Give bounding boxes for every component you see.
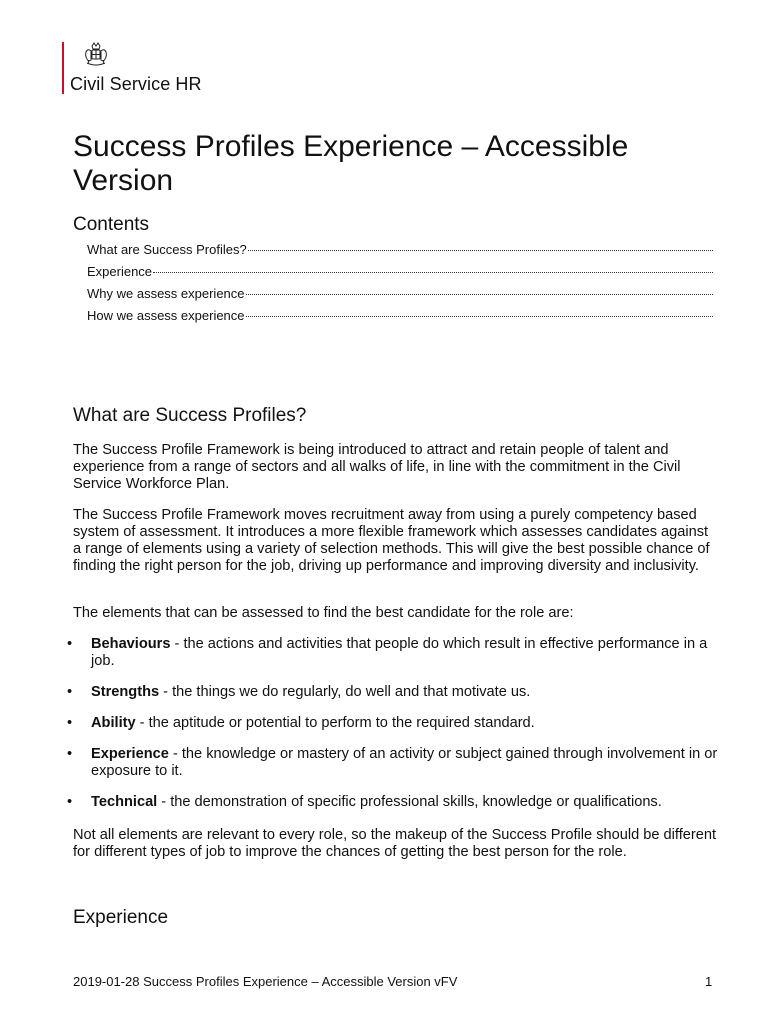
toc-item-what-are-success-profiles[interactable]: [87, 242, 713, 264]
list-item-text: - the actions and activities that people do which result in effective performance in a job.: [91, 636, 708, 669]
list-item-term: Ability: [91, 715, 136, 731]
list-item-term: Experience: [91, 746, 169, 762]
list-item-term: Behaviours: [91, 636, 171, 652]
toc-item-why-we-assess-experience[interactable]: [87, 286, 713, 308]
contents-heading: Contents: [73, 214, 150, 235]
logo-org-name: Civil Service HR: [70, 74, 202, 94]
footer-page-number: 1: [705, 974, 713, 989]
list-item-text: - the demonstration of specific professional skills, knowledge or qualifications.: [157, 794, 662, 810]
toc-leader-dots: [153, 272, 713, 273]
toc-leader-dots: [246, 316, 713, 317]
toc-item-label: What are Success Profiles?: [87, 242, 247, 257]
toc-item-experience[interactable]: [87, 264, 713, 286]
paragraph-framework: The Success Profile Framework moves recruitment away from using a purely competency based system of assessment. It introduces a more flexible framework which assesses candidates against a range of elements using a variety of selection methods. This will give the best possible chance of finding the right person for the job, driving up performance and improving diversity and inclusivity.: [73, 507, 710, 574]
paragraph-not-all-elements: Not all elements are relevant to every role, so the makeup of the Success Profile should be different for different types of job to improve the chances of getting the best person for the role.: [73, 827, 717, 860]
section-heading-experience: Experience: [73, 907, 169, 928]
bullet-icon: •: [67, 794, 73, 810]
bullet-icon: •: [67, 746, 73, 762]
list-item-technical: [67, 794, 718, 811]
list-item-strengths: [67, 684, 718, 701]
toc-item-label: Experience: [87, 264, 153, 279]
bullet-icon: •: [67, 636, 73, 652]
document-title: Success Profiles Experience – Accessible Version: [73, 130, 629, 197]
elements-list: [67, 636, 718, 825]
toc-leader-dots: [246, 294, 713, 295]
list-item-term: Strengths: [91, 684, 160, 700]
paragraph-intro: The Success Profile Framework is being introduced to attract and retain people of talent and experience from a range of sectors and all walks of life, in line with the commitment in the Civil Service Workforce Plan.: [73, 442, 681, 492]
logo-red-bar: [62, 42, 64, 94]
list-item-behaviours: [67, 636, 718, 670]
bullet-icon: •: [67, 684, 73, 700]
civil-service-hr-logo: [62, 40, 232, 96]
toc-item-label: Why we assess experience: [87, 286, 245, 301]
bullet-icon: •: [67, 715, 73, 731]
toc-item-how-we-assess-experience[interactable]: [87, 308, 713, 330]
footer-document-label: 2019-01-28 Success Profiles Experience – Accessible Version vFV: [73, 974, 458, 989]
toc-item-label: How we assess experience: [87, 308, 245, 323]
royal-crest-icon: [82, 42, 110, 70]
list-item-text: - the knowledge or mastery of an activity or subject gained through involvement in or exposure to it.: [91, 746, 718, 779]
list-item-text: - the things we do regularly, do well and that motivate us.: [159, 684, 531, 700]
paragraph-elements-intro: The elements that can be assessed to find the best candidate for the role are:: [73, 605, 574, 621]
list-item-experience: [67, 746, 718, 780]
list-item-text: - the aptitude or potential to perform to the required standard.: [135, 715, 535, 731]
section-heading-what-are-success-profiles: What are Success Profiles?: [73, 405, 307, 426]
list-item-ability: [67, 715, 718, 732]
list-item-term: Technical: [91, 794, 158, 810]
table-of-contents: [87, 242, 713, 330]
toc-leader-dots: [248, 250, 713, 251]
